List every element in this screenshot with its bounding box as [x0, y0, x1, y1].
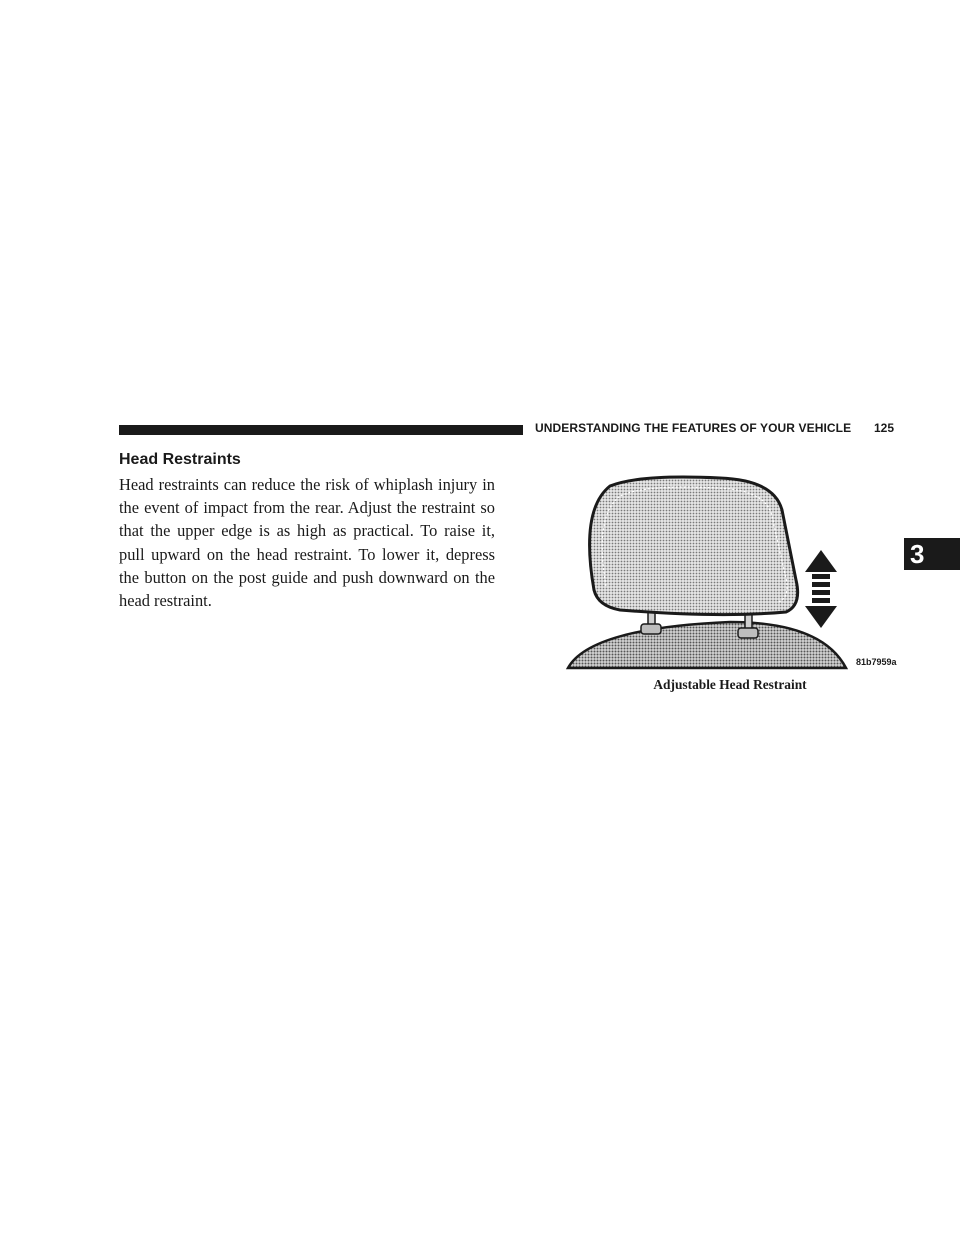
body-paragraph: Head restraints can reduce the risk of whiplash injury in the event of impact from the rear. Adjust the restraint so that the upper edge is as high as practical. To raise it, pull upward on the head restraint. To lower it, depress the button on the post guide and push downward on the head restraint. [119, 475, 495, 611]
section-title: Head Restraints [119, 451, 241, 468]
chapter-tab: 3 [904, 538, 960, 570]
figure-code: 81b7959a [856, 657, 897, 667]
running-header: UNDERSTANDING THE FEATURES OF YOUR VEHICLE [535, 421, 852, 435]
head-restraint-illustration [560, 470, 900, 670]
figure-caption: Adjustable Head Restraint [653, 677, 807, 692]
page-number: 125 [874, 421, 895, 435]
head-restraint-icon [560, 470, 900, 670]
header-rule [119, 425, 523, 435]
